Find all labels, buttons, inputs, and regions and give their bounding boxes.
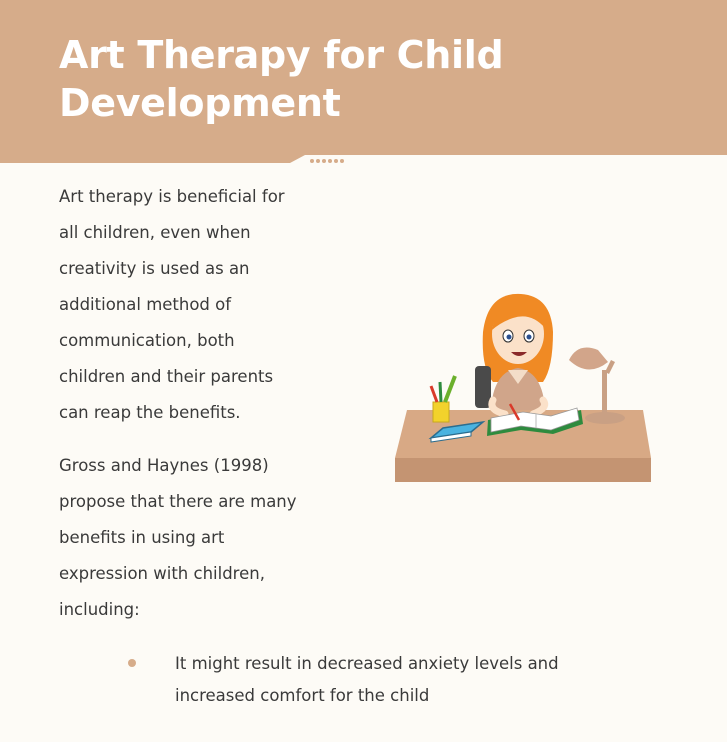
paragraph-line: creativity is used as an xyxy=(59,259,250,278)
dot xyxy=(334,159,338,163)
paragraph-line: Gross and Haynes (1998) xyxy=(59,456,269,475)
bullet-marker xyxy=(128,659,136,667)
benefit-line: It might result in decreased anxiety levels and xyxy=(175,654,559,673)
page-title xyxy=(59,31,503,127)
dot xyxy=(328,159,332,163)
paragraph-line: children and their parents xyxy=(59,367,274,386)
girl-drawing-at-desk-illustration xyxy=(393,290,655,485)
dot xyxy=(316,159,320,163)
benefit-line: increased comfort for the child xyxy=(175,686,430,705)
decorative-dots xyxy=(310,159,344,163)
paragraph-line: benefits in using art xyxy=(59,528,225,547)
title-line-1: Art Therapy for Child xyxy=(59,33,504,77)
title-line-2: Development xyxy=(59,81,341,125)
paragraph-line: expression with children, xyxy=(59,564,265,583)
paragraph-line: Art therapy is beneficial for xyxy=(59,187,285,206)
dot xyxy=(340,159,344,163)
paragraph-line: additional method of xyxy=(59,295,232,314)
paragraph-line: propose that there are many xyxy=(59,492,297,511)
dot xyxy=(310,159,314,163)
paragraph-line: including: xyxy=(59,600,140,619)
paragraph-line: can reap the benefits. xyxy=(59,403,241,422)
intro-paragraph xyxy=(59,179,285,431)
header-divider xyxy=(0,155,305,167)
paragraph-line: communication, both xyxy=(59,331,235,350)
benefit-item xyxy=(175,648,559,712)
paragraph-line: all children, even when xyxy=(59,223,251,242)
dot xyxy=(322,159,326,163)
research-paragraph xyxy=(59,448,297,628)
